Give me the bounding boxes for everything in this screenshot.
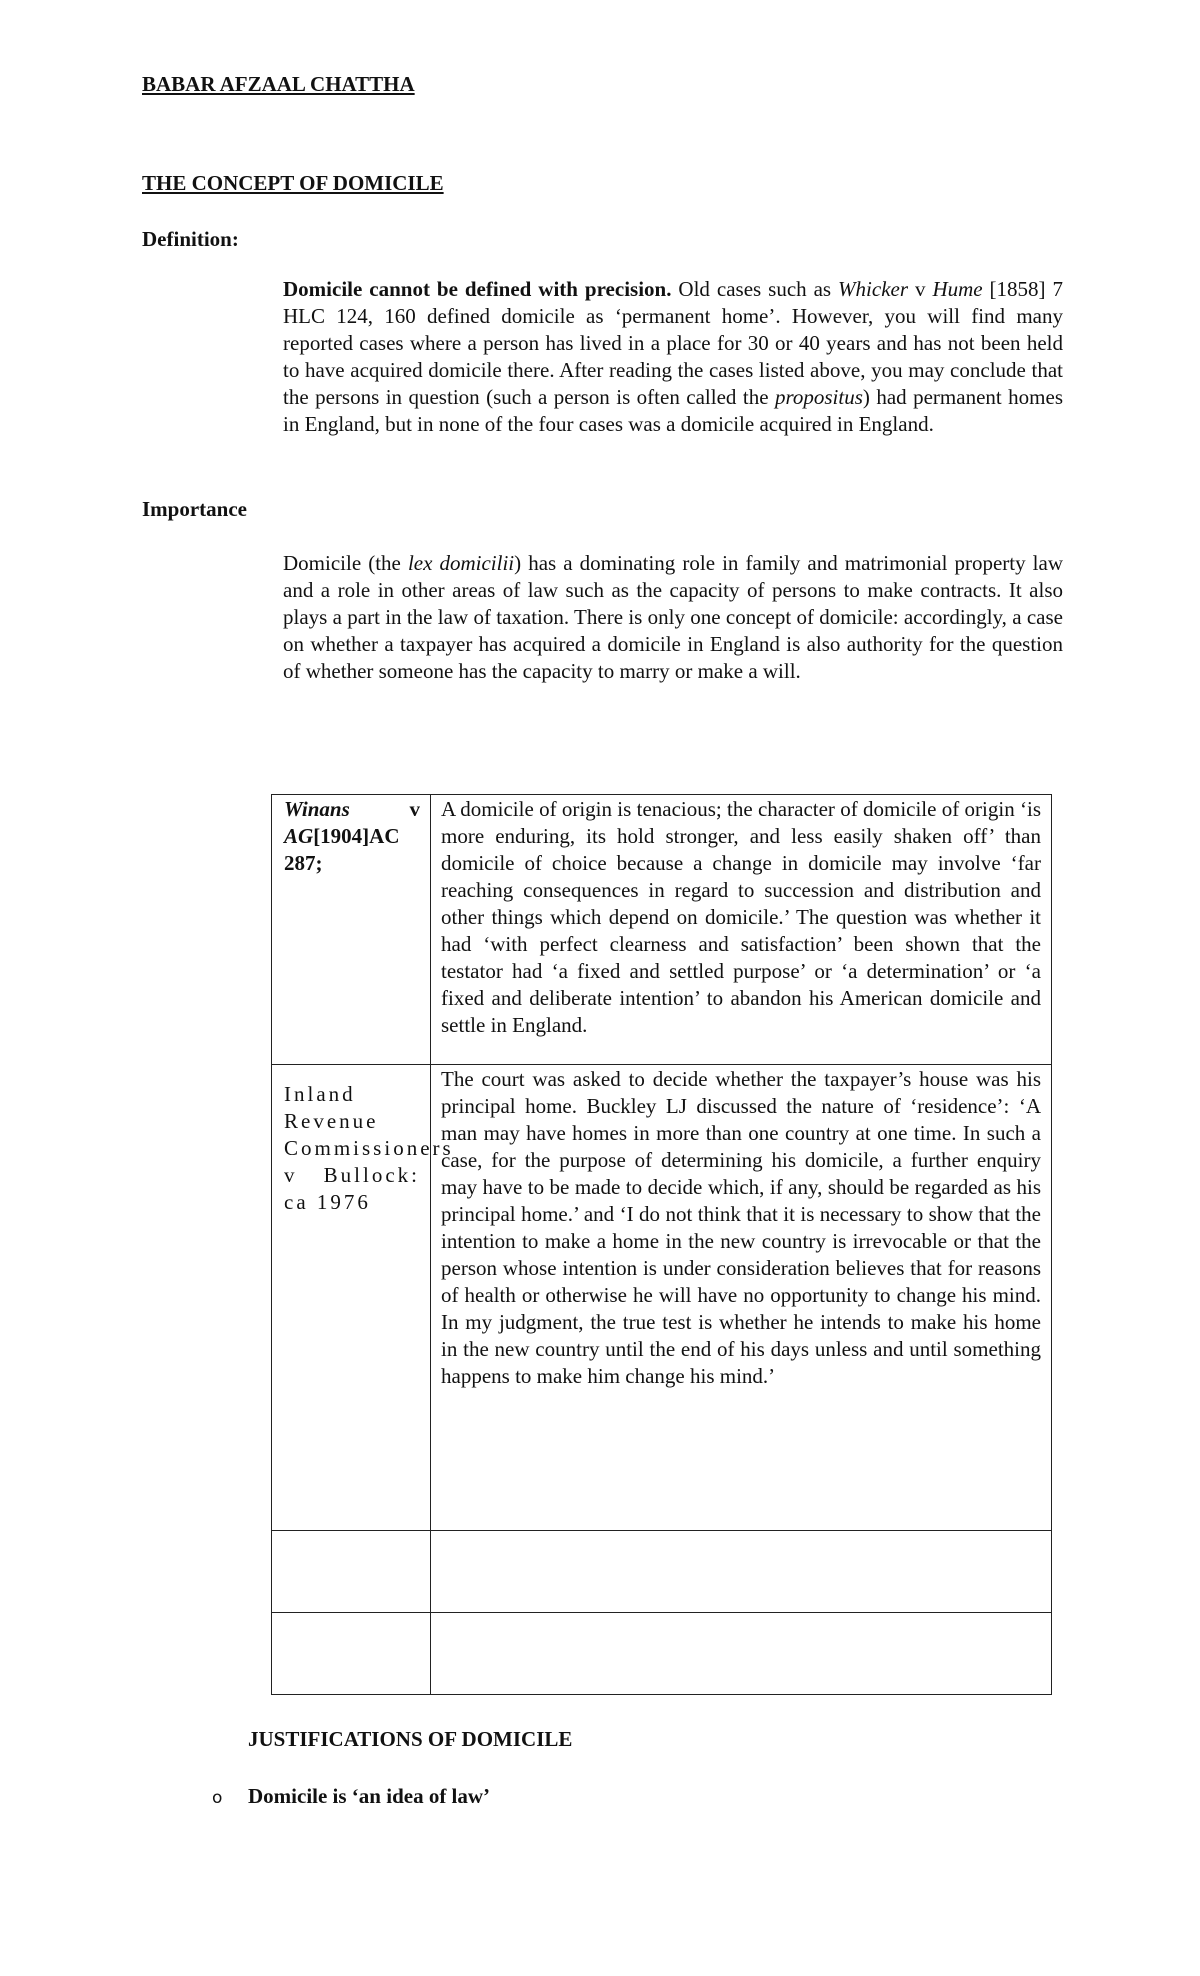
importance-text-1: Domicile (the — [283, 551, 408, 575]
definition-text-1: Old cases such as — [671, 277, 839, 301]
importance-paragraph — [283, 550, 1063, 685]
importance-label: Importance — [142, 497, 247, 521]
table-row-empty — [272, 1613, 1052, 1695]
table-row — [272, 1065, 1052, 1531]
empty-cell — [272, 1613, 431, 1695]
empty-cell — [431, 1613, 1052, 1695]
case-versus: v — [349, 797, 420, 821]
case-party-winans: Winans — [284, 797, 350, 821]
definition-text-4: ) had permanent homes in England, but in none of the four cases was a domicile acquired in England. — [283, 385, 1063, 436]
case-whicker: Whicker — [838, 277, 909, 301]
case-name-cell — [272, 1065, 454, 1531]
table-row-empty — [272, 1531, 1052, 1613]
list-item — [212, 1784, 490, 1809]
case-hume: Hume — [932, 277, 983, 301]
empty-cell — [272, 1531, 431, 1613]
justifications-heading: JUSTIFICATIONS OF DOMICILE — [248, 1727, 573, 1751]
cases-table — [271, 794, 1052, 1695]
case-name-bullock: Inland Revenue Commissioners v Bullock: ca 1976 — [284, 1082, 454, 1214]
case-summary-bullock: The court was asked to decide whether the taxpayer’s house was his principal home. Buckley LJ discussed the nature of ‘residence’: ‘A man may have homes in more than one country at one time. In such a case, for the purpose of determining his domicile, a further enquiry may have to be made to decide which, if any, should be regarded as his principal home.’ and ‘I do not think that it is necessary to show that the intention to make a home in the new country is irrevocable or that the person whose intention is under consideration believes that for reasons of health or otherwise he will have no opportunity to change his mind. In my judgment, the true test is whether he intends to make his home in the new country until the end of his days unless and until something happens to make him change his mind.’ — [441, 1067, 1041, 1388]
case-name-cell — [272, 795, 431, 1065]
case-citation: [1904]AC 287; — [284, 824, 400, 875]
author-name: BABAR AFZAAL CHATTHA — [142, 72, 415, 96]
importance-text-2: ) has a dominating role in family and matrimonial property law and a role in other areas of law such as the capacity of persons to make contracts. It also plays a part in the law of taxation. There is only one concept of domicile: accordingly, a case on whether a taxpayer has acquired a domicile in England is also authority for the question of whether someone has the capacity to marry or make a will. — [283, 551, 1063, 683]
case-summary-cell — [431, 1065, 1052, 1531]
term-propositus: propositus — [774, 385, 863, 409]
case-party-ag: AG — [284, 824, 314, 848]
definition-text-3: [1858] 7 HLC 124, 160 defined domicile as ‘permanent home’. However, you will find many reported cases where a person has lived in a place for 30 or 40 years and has not been held to have acquired domicile there. After reading the cases listed above, you may conclude that the persons in question (such a person is often called the — [283, 277, 1063, 409]
bullet-text: Domicile is ‘an idea of law’ — [248, 1784, 491, 1808]
definition-label: Definition: — [142, 227, 239, 251]
case-summary-cell — [431, 795, 1052, 1065]
page-title: THE CONCEPT OF DOMICILE — [142, 171, 444, 195]
table-row — [272, 795, 1052, 1065]
definition-text-2: v — [908, 277, 933, 301]
empty-cell — [431, 1531, 1052, 1613]
case-summary-winans: A domicile of origin is tenacious; the character of domicile of origin ‘is more enduring, its hold stronger, and less easily shaken off’ than domicile of choice because a change in domicile may involve ‘far reaching consequences in regard to succession and distribution and other things which depend on domicile.’ The question was whether it had ‘with perfect clearness and satisfaction’ been shown that the testator had ‘a fixed and settled purpose’ or ‘a determination’ or ‘a fixed and deliberate intention’ to abandon his American domicile and settle in England. — [441, 797, 1041, 1037]
term-lex-domicilii: lex domicilii — [407, 551, 515, 575]
bullet-circle-icon: o — [212, 1788, 223, 1808]
definition-lead: Domicile cannot be defined with precision. — [283, 277, 672, 301]
case-name-winans — [272, 795, 430, 877]
definition-paragraph — [283, 276, 1063, 438]
